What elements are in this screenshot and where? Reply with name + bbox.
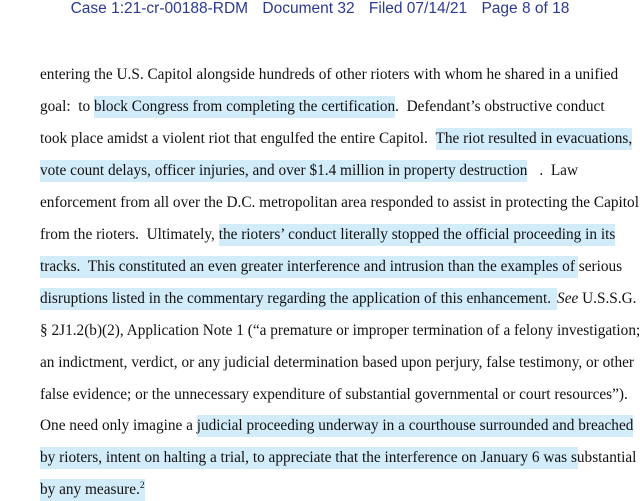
line-text: . Law	[539, 162, 578, 179]
text-line-3	[40, 128, 633, 150]
text-line-11	[40, 384, 628, 406]
text-line-8	[40, 288, 637, 310]
highlight-disruptions: disruptions listed in the commentary regarding the application of this enhancement.	[40, 288, 557, 310]
highlight-rioters: by rioters, intent on halting a trial, to appreciate that the interference on January 6 was substantial	[40, 449, 637, 466]
line-text: goal: to	[40, 98, 94, 115]
page-indicator: Page 8 of 18	[481, 0, 570, 17]
highlight-proceeding: judicial proceeding underway in a courthouse surrounded and breached	[197, 415, 634, 437]
text-line-1	[40, 64, 619, 86]
highlight-tracks: tracks. This constituted an even greater interference and intrusion than the examples of serious	[40, 258, 623, 275]
text-line-13	[40, 447, 637, 469]
line-text: took place amidst a violent riot that engulfed the entire Capitol.	[40, 130, 436, 147]
highlight-measure	[40, 479, 145, 501]
line-text: enforcement from all over the D.C. metropolitan area responded to assist in protecting the Capitol	[40, 194, 639, 211]
highlight-riot-cont: vote count delays, officer injuries, and over $1.4 million in property destruction	[40, 160, 527, 182]
text-line-12	[40, 415, 634, 437]
text-line-7	[40, 256, 623, 278]
line-text: One need only imagine a	[40, 417, 197, 434]
citation: U.S.S.G.	[578, 290, 637, 307]
line-text: from the rioters. Ultimately,	[40, 226, 219, 243]
document-number: Document 32	[262, 0, 355, 17]
line-text: . Defendant’s obstructive conduct	[395, 98, 605, 115]
text-line-9	[40, 320, 640, 342]
line-text: entering the U.S. Capitol alongside hundreds of other rioters with whom he shared in a unified	[40, 66, 619, 83]
text-line-6	[40, 224, 616, 246]
case-header	[0, 0, 640, 18]
line-text: § 2J1.2(b)(2), Application Note 1 (“a premature or improper termination of a felony investigation;	[40, 322, 640, 339]
text-line-4	[40, 160, 578, 182]
text-line-10	[40, 352, 634, 374]
text-line-14	[40, 479, 578, 501]
case-number: Case 1:21-cr-00188-RDM	[70, 0, 249, 17]
highlight-certification: block Congress from completing the certification	[94, 96, 395, 118]
line-text	[557, 288, 636, 310]
text-line-5	[40, 192, 639, 214]
line-text: an indictment, verdict, or any judicial determination based upon perjury, false testimony, or other	[40, 354, 634, 371]
footnote-marker[interactable]: 2	[139, 480, 145, 491]
line-text: by any measure.	[40, 481, 140, 498]
highlight-conduct: the rioters’ conduct literally stopped the official proceeding in its	[219, 224, 616, 246]
line-text: false evidence; or the unnecessary expenditure of substantial governmental or court resources”).	[40, 386, 628, 403]
see-signal: See	[557, 290, 579, 307]
highlight-riot: The riot resulted in evacuations,	[436, 128, 633, 150]
filed-date: Filed 07/14/21	[368, 0, 468, 17]
text-line-2	[40, 96, 605, 118]
